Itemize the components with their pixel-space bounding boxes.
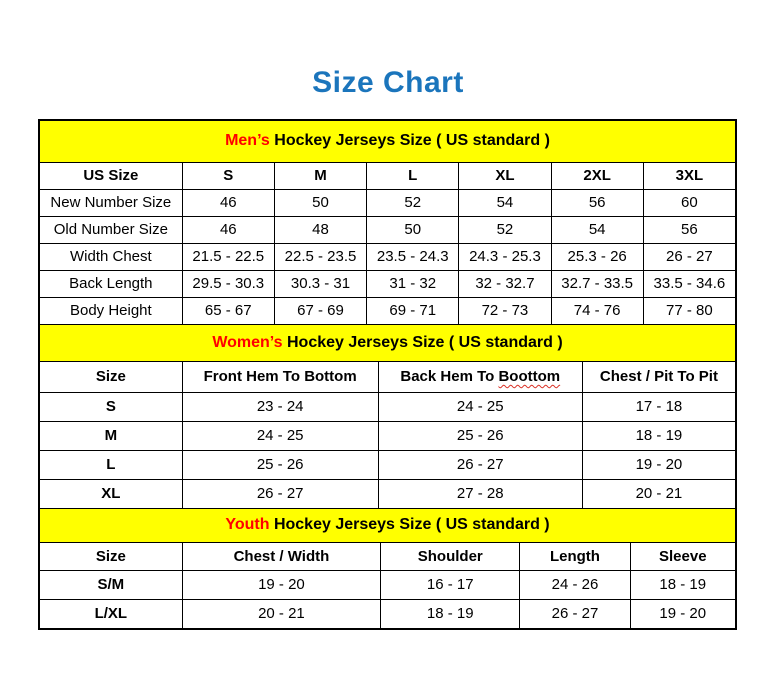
data-cell: 33.5 - 34.6	[643, 271, 735, 298]
data-cell: 24 - 25	[378, 392, 582, 421]
data-cell: 17 - 18	[582, 392, 735, 421]
column-header-cell: S	[182, 163, 274, 190]
data-cell: 20 - 21	[582, 479, 735, 508]
mens-section-band	[40, 121, 736, 163]
data-cell: 50	[367, 217, 459, 244]
data-cell: 18 - 19	[630, 571, 735, 600]
table-row	[40, 298, 736, 325]
womens-size-table	[39, 325, 736, 509]
row-header-cell: Width Chest	[40, 244, 183, 271]
size-chart-table-container	[38, 119, 737, 630]
row-header-cell: Body Height	[40, 298, 183, 325]
data-cell: 31 - 32	[367, 271, 459, 298]
womens-section-highlight: Women’s	[212, 333, 283, 351]
data-cell: 56	[643, 217, 735, 244]
column-header-cell: M	[274, 163, 366, 190]
data-cell: 54	[551, 217, 643, 244]
row-header-cell: Old Number Size	[40, 217, 183, 244]
table-row	[40, 421, 736, 450]
data-cell: 46	[182, 190, 274, 217]
column-header-cell: Sleeve	[630, 543, 735, 571]
youth-section-highlight: Youth	[225, 516, 270, 534]
data-cell: 21.5 - 22.5	[182, 244, 274, 271]
data-cell: 20 - 21	[182, 600, 381, 629]
data-cell: 54	[459, 190, 551, 217]
youth-section-band	[40, 509, 736, 543]
data-cell: 27 - 28	[378, 479, 582, 508]
data-cell: 77 - 80	[643, 298, 735, 325]
row-header-cell: Back Length	[40, 271, 183, 298]
data-cell: 25.3 - 26	[551, 244, 643, 271]
youth-size-table	[39, 509, 736, 630]
data-cell: 46	[182, 217, 274, 244]
column-header-text: Back Hem To	[400, 367, 499, 385]
column-header-cell: Shoulder	[381, 543, 520, 571]
table-row	[40, 571, 736, 600]
data-cell: 26 - 27	[378, 450, 582, 479]
column-header-cell	[378, 361, 582, 392]
womens-section-band	[40, 325, 736, 361]
table-row	[40, 392, 736, 421]
data-cell: 52	[367, 190, 459, 217]
data-cell: 74 - 76	[551, 298, 643, 325]
data-cell: 25 - 26	[182, 450, 378, 479]
column-header-cell: Size	[40, 543, 183, 571]
data-cell: 26 - 27	[182, 479, 378, 508]
column-header-cell: L	[367, 163, 459, 190]
data-cell: 24 - 25	[182, 421, 378, 450]
data-cell: 19 - 20	[630, 600, 735, 629]
data-cell: 18 - 19	[582, 421, 735, 450]
column-header-cell: 2XL	[551, 163, 643, 190]
row-header-cell: L/XL	[40, 600, 183, 629]
column-header-cell: US Size	[40, 163, 183, 190]
data-cell: 30.3 - 31	[274, 271, 366, 298]
column-header-cell: Chest / Pit To Pit	[582, 361, 735, 392]
row-header-cell: New Number Size	[40, 190, 183, 217]
column-header-cell: Size	[40, 361, 183, 392]
youth-section-header	[40, 509, 736, 543]
data-cell: 67 - 69	[274, 298, 366, 325]
table-row	[40, 217, 736, 244]
data-cell: 24.3 - 25.3	[459, 244, 551, 271]
column-header-cell: Chest / Width	[182, 543, 381, 571]
mens-section-header	[40, 121, 736, 163]
data-cell: 23 - 24	[182, 392, 378, 421]
data-cell: 32.7 - 33.5	[551, 271, 643, 298]
data-cell: 18 - 19	[381, 600, 520, 629]
table-row	[40, 600, 736, 629]
data-cell: 19 - 20	[582, 450, 735, 479]
data-cell: 72 - 73	[459, 298, 551, 325]
row-header-cell: S	[40, 392, 183, 421]
data-cell: 19 - 20	[182, 571, 381, 600]
womens-section-title: Hockey Jerseys Size ( US standard )	[282, 333, 563, 351]
data-cell: 29.5 - 30.3	[182, 271, 274, 298]
row-header-cell: L	[40, 450, 183, 479]
column-header-cell: Front Hem To Bottom	[182, 361, 378, 392]
table-row	[40, 244, 736, 271]
table-row	[40, 190, 736, 217]
column-header-cell: 3XL	[643, 163, 735, 190]
column-header-row	[40, 361, 736, 392]
row-header-cell: XL	[40, 479, 183, 508]
column-header-row	[40, 543, 736, 571]
data-cell: 65 - 67	[182, 298, 274, 325]
page-title: Size Chart	[312, 66, 464, 99]
mens-size-table	[39, 120, 736, 325]
data-cell: 69 - 71	[367, 298, 459, 325]
data-cell: 26 - 27	[520, 600, 630, 629]
column-header-row	[40, 163, 736, 190]
data-cell: 50	[274, 190, 366, 217]
table-row	[40, 450, 736, 479]
column-header-cell: XL	[459, 163, 551, 190]
data-cell: 52	[459, 217, 551, 244]
column-header-cell: Length	[520, 543, 630, 571]
row-header-cell: S/M	[40, 571, 183, 600]
data-cell: 24 - 26	[520, 571, 630, 600]
data-cell: 25 - 26	[378, 421, 582, 450]
misspelled-word: Boottom	[498, 367, 561, 385]
mens-section-highlight: Men’s	[225, 132, 270, 150]
womens-section-header	[40, 325, 736, 361]
data-cell: 16 - 17	[381, 571, 520, 600]
table-row	[40, 479, 736, 508]
mens-section-title: Hockey Jerseys Size ( US standard )	[269, 132, 550, 150]
data-cell: 32 - 32.7	[459, 271, 551, 298]
table-row	[40, 271, 736, 298]
data-cell: 26 - 27	[643, 244, 735, 271]
row-header-cell: M	[40, 421, 183, 450]
data-cell: 60	[643, 190, 735, 217]
data-cell: 48	[274, 217, 366, 244]
data-cell: 56	[551, 190, 643, 217]
data-cell: 22.5 - 23.5	[274, 244, 366, 271]
data-cell: 23.5 - 24.3	[367, 244, 459, 271]
youth-section-title: Hockey Jerseys Size ( US standard )	[269, 516, 550, 534]
